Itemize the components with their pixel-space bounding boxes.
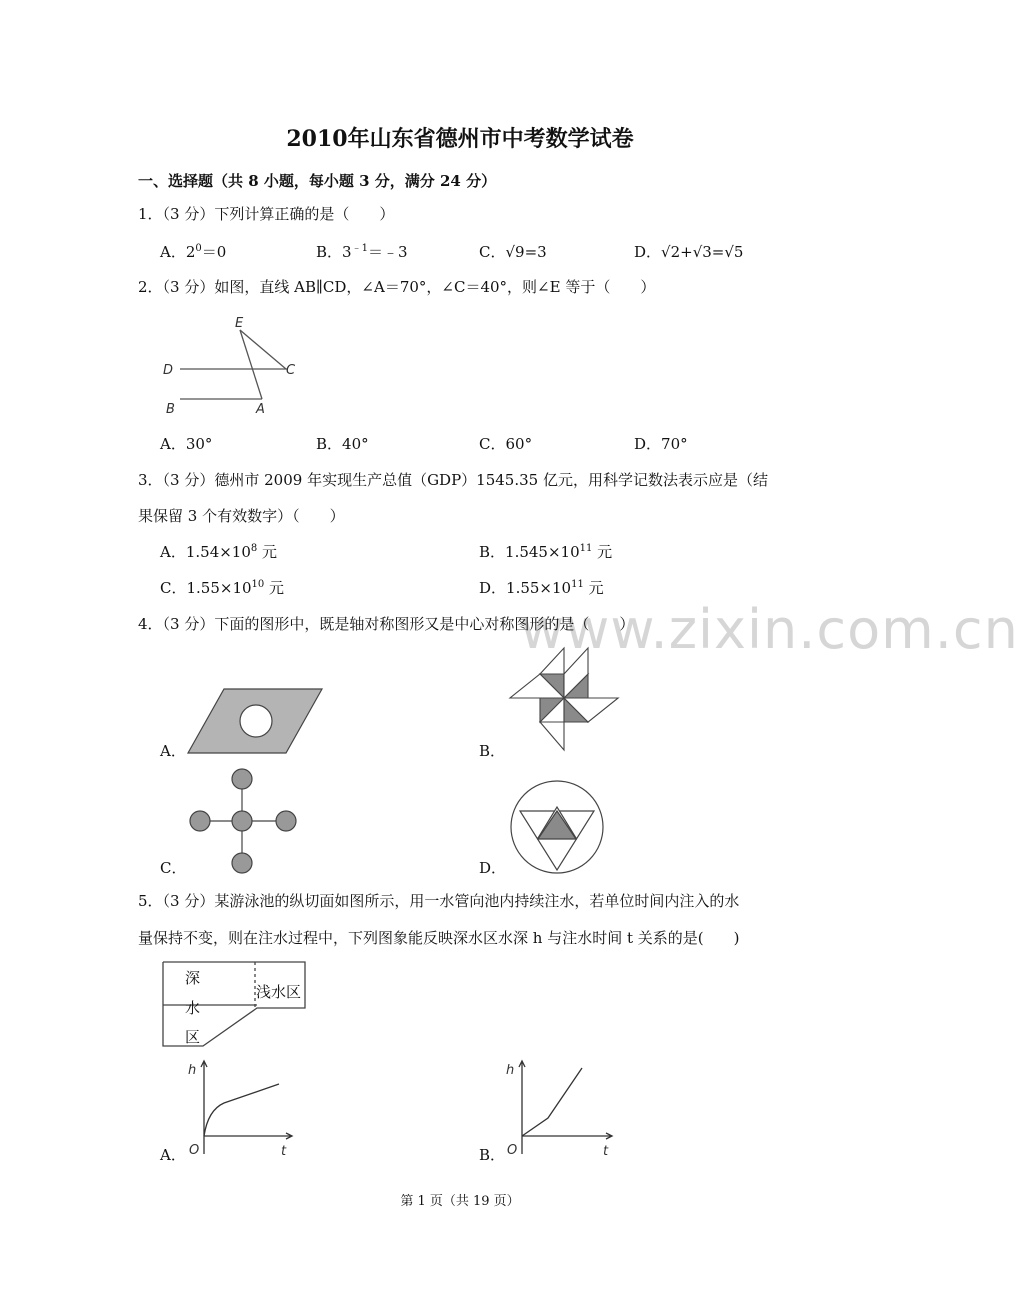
question-3-stem-line1: 3．（3 分）德州市 2009 年实现生产总值（GDP）1545.35 亿元，用科学记数法表示应是（结 [138, 471, 768, 489]
sqrt-expression-c: √9=3 [505, 243, 547, 261]
question-2-option-a[interactable]: A．30° [160, 435, 213, 453]
parallel-lines-figure [160, 312, 310, 417]
question-2-stem: 2．（3 分）如图，直线 AB∥CD，∠A＝70°，∠C＝40°，则∠E 等于（ ） [138, 278, 656, 296]
question-3-option-a[interactable]: A．$1.54\times 10^8$ 元 [160, 543, 278, 561]
pinwheel-figure [508, 645, 623, 755]
question-4-option-b[interactable]: B． [479, 742, 506, 760]
page-footer: 第 1 页（共 19 页） [400, 1194, 520, 1209]
circles-cross-figure [186, 766, 301, 876]
question-5-option-b[interactable]: B． [479, 1146, 506, 1164]
pool-label-shallow: 浅水区 [256, 983, 302, 1001]
question-1-option-a[interactable]: A．$2^0=0$ [160, 243, 227, 261]
page-title: 2010年山东省德州市中考数学试卷 [286, 126, 634, 152]
question-5-stem-line2: 量保持不变，则在注水过程中，下列图象能反映深水区水深 h 与注水时间 t 关系的是( ) [138, 929, 740, 947]
question-4-stem: 4．（3 分）下面的图形中，既是轴对称图形又是中心对称图形的是（ ） [138, 615, 635, 633]
label-c: C [286, 363, 296, 378]
question-4-option-c[interactable]: C． [160, 859, 187, 877]
graph-a-figure [186, 1058, 301, 1158]
graph-a-axis-t: t [281, 1144, 287, 1159]
question-3-option-c[interactable]: C．$1.55\times 10^{10}$ 元 [160, 579, 285, 597]
graph-b-axis-t: t [603, 1144, 609, 1159]
watermark: www.zixin.com.cn [520, 598, 1019, 661]
graph-b-axis-h: h [506, 1063, 515, 1078]
graph-a-axis-h: h [188, 1063, 197, 1078]
question-1-option-c[interactable]: C．√9=3 [479, 243, 547, 261]
section-heading: 一、选择题（共 8 小题，每小题 3 分，满分 24 分） [138, 172, 497, 190]
graph-b-origin: O [507, 1143, 518, 1158]
question-3-stem-line2: 果保留 3 个有效数字）（ ） [138, 507, 345, 525]
label-d: D [163, 363, 174, 378]
question-5-option-a[interactable]: A． [160, 1146, 186, 1164]
label-e: E [235, 316, 244, 331]
question-4-option-d[interactable]: D． [479, 859, 507, 877]
question-2-option-c[interactable]: C．60° [479, 435, 533, 453]
pool-cross-section-figure [161, 960, 307, 1050]
pool-label-deep-2: 水 [185, 999, 201, 1017]
question-1-option-b[interactable]: B．$3^{﹣1}=﹣3$ [316, 243, 408, 261]
sqrt-expression-d: √2+√3=√5 [661, 243, 744, 261]
question-5-stem-line1: 5．（3 分）某游泳池的纵切面如图所示，用一水管向池内持续注水，若单位时间内注入的水 [138, 892, 740, 910]
question-1-option-d[interactable]: D．√2+√3=√5 [634, 243, 744, 261]
question-2-option-b[interactable]: B．40° [316, 435, 369, 453]
question-3-option-b[interactable]: B．$1.545\times 10^{11}$ 元 [479, 543, 613, 561]
graph-a-origin: O [189, 1143, 200, 1158]
question-3-option-d[interactable]: D．$1.55\times 10^{11}$ 元 [479, 579, 604, 597]
pool-label-deep-1: 深 [185, 969, 201, 987]
label-b: B [166, 402, 175, 417]
question-1-stem: 1．（3 分）下列计算正确的是（ ） [138, 205, 395, 223]
pool-label-deep-3: 区 [185, 1028, 201, 1046]
parallelogram-figure [186, 688, 326, 758]
label-a: A [256, 402, 265, 417]
question-2-option-d[interactable]: D．70° [634, 435, 688, 453]
question-4-option-a[interactable]: A． [160, 742, 186, 760]
circle-triangle-figure [507, 778, 607, 878]
graph-b-figure [504, 1058, 619, 1158]
